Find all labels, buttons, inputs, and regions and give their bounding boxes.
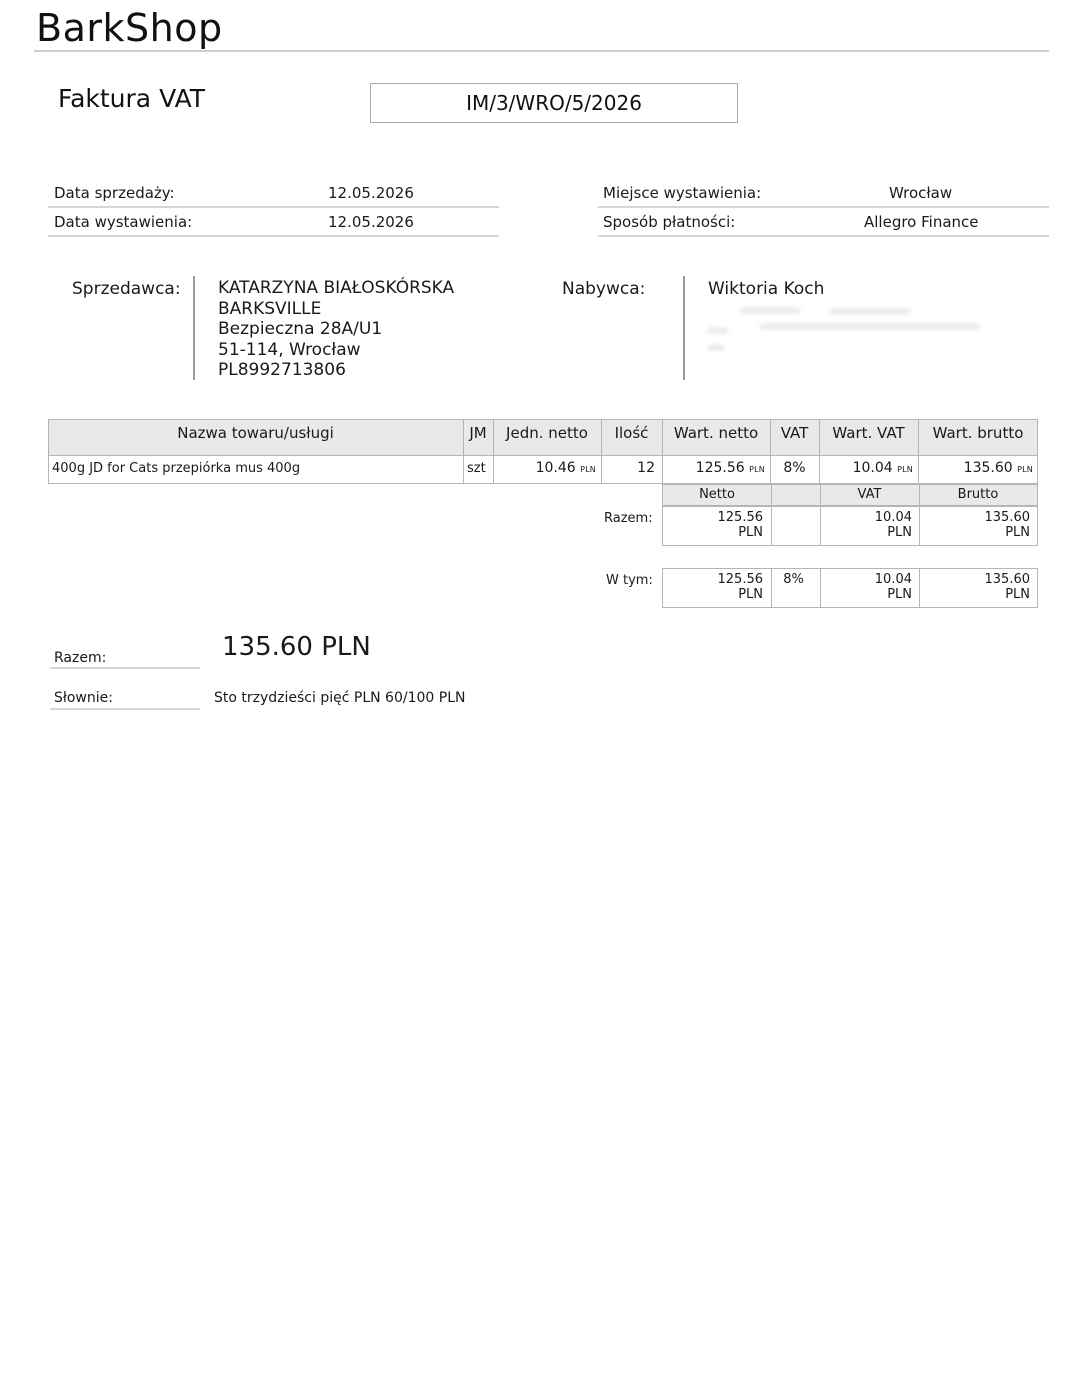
- header-divider: [34, 50, 1049, 52]
- issue-place-label: Miejsce wystawienia:: [603, 184, 762, 202]
- buyer-label: Nabywca:: [562, 279, 646, 299]
- summary-total-net: 125.56: [717, 510, 763, 525]
- issue-place-value: Wrocław: [889, 184, 953, 202]
- invoice-number: IM/3/WRO/5/2026: [466, 91, 642, 115]
- item-vat-rate: 8%: [783, 460, 806, 476]
- item-vat-value: 10.04: [852, 460, 893, 476]
- invoice-number-box: [370, 83, 738, 123]
- col-header-unit-net: Jedn. netto: [506, 424, 588, 442]
- summary-breakdown-vat: 10.04: [874, 572, 912, 587]
- summary-total-gross: 135.60: [984, 510, 1030, 525]
- payment-method-label: Sposób płatności:: [603, 213, 736, 231]
- col-header-name: Nazwa towaru/usługi: [177, 424, 334, 442]
- summary-breakdown-gross-currency: PLN: [1005, 586, 1030, 602]
- item-gross-cell: [918, 460, 1033, 476]
- buyer-address-redacted: [700, 300, 1000, 360]
- summary-breakdown-net: 125.56: [717, 572, 763, 587]
- seller-divider: [193, 276, 195, 380]
- total-label: Razem:: [54, 650, 107, 666]
- summary-breakdown-label: W tym:: [606, 573, 653, 588]
- payment-method-value: Allegro Finance: [864, 213, 979, 231]
- item-name: 400g JD for Cats przepiórka mus 400g: [52, 461, 301, 476]
- seller-tax-id: PL8992713806: [218, 360, 346, 380]
- col-header-net: Wart. netto: [673, 424, 759, 442]
- issue-place-row: [598, 180, 1049, 208]
- sale-date-value: 12.05.2026: [328, 184, 414, 202]
- col-header-vat-value: Wart. VAT: [832, 424, 905, 442]
- item-net-currency: PLN: [749, 465, 765, 474]
- total-row: [50, 650, 200, 669]
- item-unit-net-currency: PLN: [580, 465, 596, 474]
- in-words-row: [50, 690, 200, 710]
- item-unit: szt: [467, 461, 486, 476]
- summary-total-label: Razem:: [604, 511, 653, 526]
- items-table: [48, 419, 1038, 484]
- summary-breakdown-gross-cell: [919, 573, 1030, 602]
- summary-total-vat: 10.04: [874, 510, 912, 525]
- item-vat-value-currency: PLN: [897, 465, 913, 474]
- item-unit-net-cell: [493, 460, 596, 476]
- summary-total-gross-currency: PLN: [1005, 524, 1030, 540]
- summary-header-net: Netto: [699, 487, 735, 502]
- buyer-name: Wiktoria Koch: [708, 279, 825, 299]
- item-unit-net: 10.46: [535, 460, 576, 476]
- col-header-unit: JM: [469, 424, 487, 442]
- summary-breakdown-gross: 135.60: [984, 572, 1030, 587]
- summary-breakdown-net-currency: PLN: [738, 586, 763, 602]
- col-header-gross: Wart. brutto: [932, 424, 1024, 442]
- issue-date-value: 12.05.2026: [328, 213, 414, 231]
- summary-breakdown-rate: 8%: [783, 572, 804, 587]
- issue-date-label: Data wystawienia:: [54, 213, 193, 231]
- seller-label: Sprzedawca:: [72, 279, 181, 299]
- seller-city: 51-114, Wrocław: [218, 339, 361, 360]
- summary-header-gross: Brutto: [957, 487, 999, 502]
- summary-total-vat-cell: [820, 511, 912, 540]
- seller-details: [218, 278, 454, 381]
- sale-date-row: [48, 180, 499, 208]
- summary-breakdown-row: [662, 568, 1038, 608]
- summary-breakdown-vat-currency: PLN: [887, 586, 912, 602]
- item-net: 125.56: [695, 460, 745, 476]
- in-words-label: Słownie:: [54, 690, 113, 706]
- sale-date-label: Data sprzedaży:: [54, 184, 175, 202]
- summary-breakdown-net-cell: [663, 573, 763, 602]
- item-gross: 135.60: [963, 460, 1013, 476]
- in-words-value: Sto trzydzieści pięć PLN 60/100 PLN: [214, 690, 466, 706]
- total-amount: 135.60 PLN: [222, 632, 371, 662]
- issue-date-row: [48, 209, 499, 237]
- summary-total-row: [662, 506, 1038, 546]
- item-qty: 12: [637, 460, 655, 476]
- seller-street: Bezpieczna 28A/U1: [218, 319, 383, 339]
- buyer-divider: [683, 276, 685, 380]
- seller-name: KATARZYNA BIAŁOSKÓRSKA: [218, 278, 455, 298]
- col-header-qty: Ilość: [614, 424, 649, 442]
- brand-name: BarkShop: [36, 6, 223, 50]
- col-header-vat-rate: VAT: [780, 424, 809, 442]
- summary-total-net-currency: PLN: [738, 524, 763, 540]
- item-gross-currency: PLN: [1017, 465, 1033, 474]
- summary-header-vat: VAT: [857, 487, 882, 502]
- summary-total-vat-currency: PLN: [887, 524, 912, 540]
- summary-header: [662, 484, 1038, 506]
- document-title: Faktura VAT: [58, 84, 206, 113]
- item-vat-value-cell: [819, 460, 913, 476]
- payment-method-row: [598, 209, 1049, 237]
- item-net-cell: [662, 460, 765, 476]
- seller-company: BARKSVILLE: [218, 298, 322, 319]
- summary-total-net-cell: [663, 511, 763, 540]
- summary-breakdown-vat-cell: [820, 573, 912, 602]
- summary-total-gross-cell: [919, 511, 1030, 540]
